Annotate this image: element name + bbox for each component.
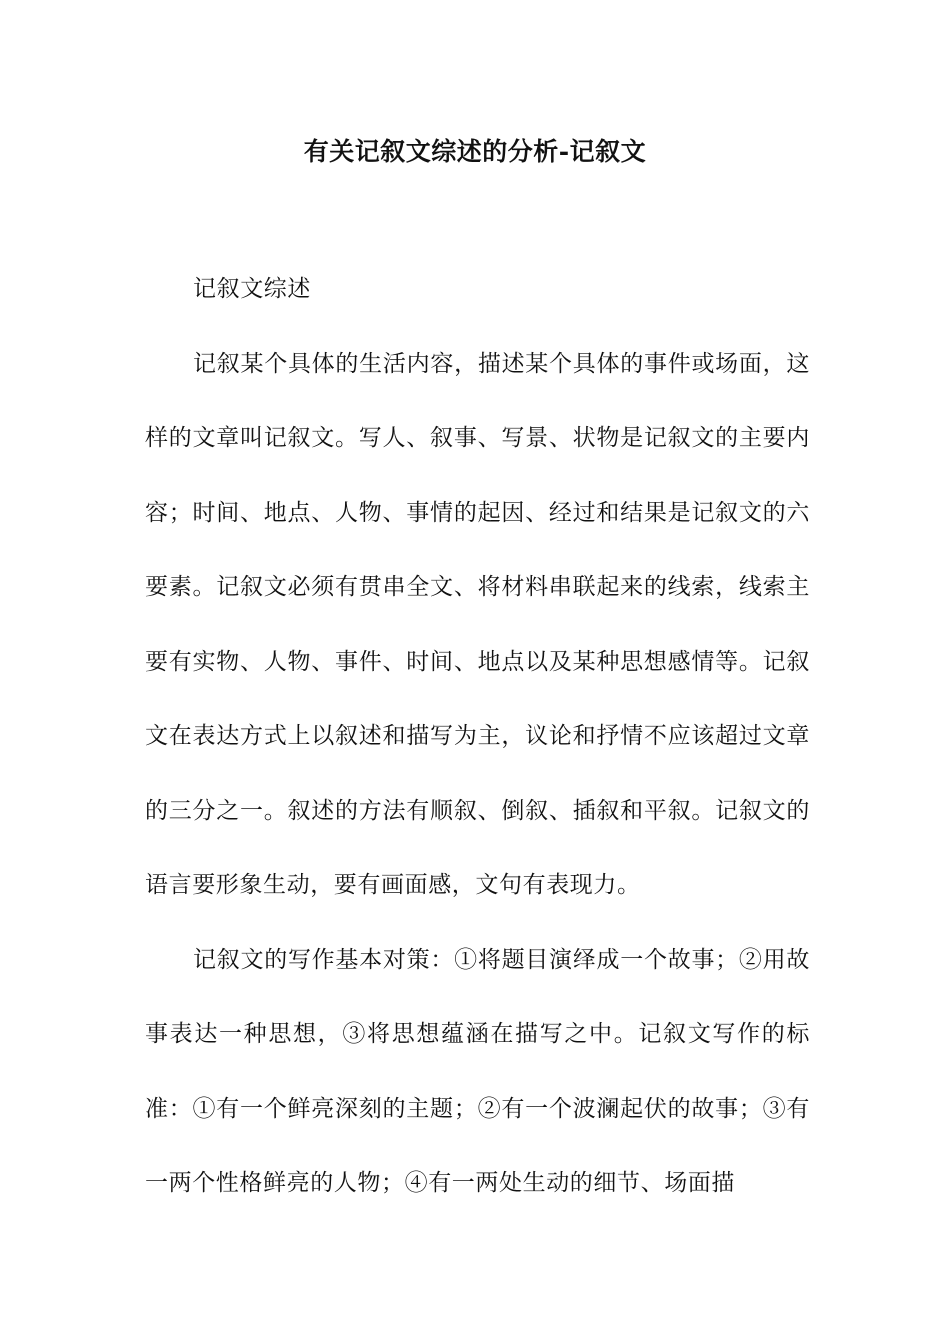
section-heading: 记叙文综述: [193, 276, 311, 302]
paragraph-definition: 记叙某个具体的生活内容，描述某个具体的事件或场面，这样的文章叫记叙文。写人、叙事、写景、状物是记叙文的主要内容；时间、地点、人物、事情的起因、经过和结果是记叙文的六要素。记叙文必须有贯串全文、将材料串联起来的线索，线索主要有实物、人物、事件、时间、地点以及某种思想感情等。记叙文在表达方式上以叙述和描写为主，议论和抒情不应该超过文章的三分之一。叙述的方法有顺叙、倒叙、插叙和平叙。记叙文的语言要形象生动，要有画面感，文句有表现力。: [145, 350, 810, 898]
paragraph-writing-strategy: 记叙文的写作基本对策：①将题目演绎成一个故事；②用故事表达一种思想，③将思想蕴涵在描写之中。记叙文写作的标准：①有一个鲜亮深刻的主题；②有一个波澜起伏的故事；③有一两个性格鲜亮的人物；④有一两处生动的细节、场面描: [145, 946, 810, 1196]
document-title: 有关记叙文综述的分析-记叙文: [303, 137, 647, 166]
document-body: [145, 252, 810, 1221]
